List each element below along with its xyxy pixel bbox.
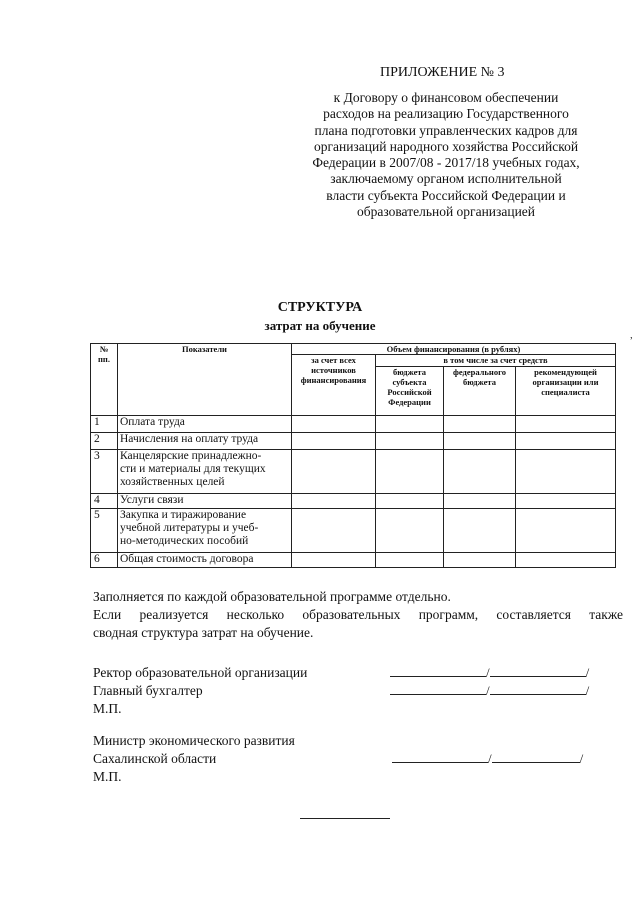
rector-label: Ректор образовательной организации <box>93 665 308 680</box>
cell-regional[interactable] <box>376 433 444 450</box>
appendix-text <box>290 90 602 220</box>
cell-recommending[interactable] <box>516 553 616 568</box>
row-indicator: Начисления на оплату труда <box>118 433 292 450</box>
row-indicator: Общая стоимость договора <box>118 553 292 568</box>
notes-block <box>93 588 623 642</box>
row-number: 5 <box>91 509 118 553</box>
row-number: 3 <box>91 450 118 494</box>
cell-all-sources[interactable] <box>292 416 376 433</box>
cell-regional[interactable] <box>376 509 444 553</box>
note-line: Заполняется по каждой образовательной программе отдельно. <box>93 589 451 604</box>
cell-all-sources[interactable] <box>292 450 376 494</box>
note-line: Если реализуется несколько образовательных программ, составляется также <box>93 607 623 622</box>
seal-placeholder: М.П. <box>93 701 122 716</box>
row-indicator: Закупка и тиражирование учебной литературы и учеб- но-методических пособий <box>118 509 292 553</box>
appendix-line: к Договору о финансовом обеспечении <box>333 90 559 105</box>
row-number: 1 <box>91 416 118 433</box>
table-row <box>91 416 616 433</box>
cell-all-sources[interactable] <box>292 433 376 450</box>
header-num: № пп. <box>91 344 118 416</box>
appendix-line: Федерации в 2007/08 - 2017/18 учебных годах, <box>312 155 580 171</box>
header-all-sources: за счет всех источников финансирования <box>292 355 376 416</box>
minister-signature-field[interactable]: / / <box>392 750 583 767</box>
cell-recommending[interactable] <box>516 494 616 509</box>
footer-divider <box>300 818 390 819</box>
cell-recommending[interactable] <box>516 450 616 494</box>
cell-federal[interactable] <box>444 553 516 568</box>
document-title: СТРУКТУРА <box>277 300 363 315</box>
cell-federal[interactable] <box>444 416 516 433</box>
header-including: в том числе за счет средств <box>376 355 616 367</box>
appendix-title: ПРИЛОЖЕНИЕ № 3 <box>380 65 505 80</box>
appendix-line: организаций народного хозяйства Российской <box>313 138 579 154</box>
cell-regional[interactable] <box>376 416 444 433</box>
cell-recommending[interactable] <box>516 416 616 433</box>
accountant-signature-field[interactable]: / / <box>390 682 589 699</box>
cell-recommending[interactable] <box>516 509 616 553</box>
appendix-line: власти субъекта Российской Федерации и <box>326 187 566 203</box>
minister-label: Министр экономического развития <box>93 733 295 748</box>
cell-regional[interactable] <box>376 553 444 568</box>
table-row <box>91 553 616 568</box>
cell-all-sources[interactable] <box>292 509 376 553</box>
header-volume: Объем финансирования (в рублях) <box>292 344 616 355</box>
header-recommending-org: рекомендующей организации или специалиста <box>516 367 616 416</box>
row-indicator: Услуги связи <box>118 494 292 509</box>
cell-federal[interactable] <box>444 450 516 494</box>
page-edge-mark: , <box>630 329 633 341</box>
appendix-line: плана подготовки управленческих кадров для <box>314 122 578 138</box>
cell-federal[interactable] <box>444 433 516 450</box>
cell-all-sources[interactable] <box>292 553 376 568</box>
cell-federal[interactable] <box>444 509 516 553</box>
rector-signature-field[interactable]: / / <box>390 664 589 681</box>
document-subtitle: затрат на обучение <box>264 318 376 333</box>
table-header-row <box>91 344 616 355</box>
row-indicator: Канцелярские принадлежно- сти и материалы для текущих хозяйственных целей <box>118 450 292 494</box>
cell-recommending[interactable] <box>516 433 616 450</box>
table-row <box>91 450 616 494</box>
cost-structure-table <box>90 343 616 568</box>
seal-placeholder: М.П. <box>93 769 122 784</box>
row-number: 6 <box>91 553 118 568</box>
row-number: 2 <box>91 433 118 450</box>
table-row <box>91 509 616 553</box>
appendix-line: образовательной организацией <box>356 204 536 220</box>
row-number: 4 <box>91 494 118 509</box>
header-federal-budget: федерального бюджета <box>444 367 516 416</box>
cell-regional[interactable] <box>376 494 444 509</box>
cell-federal[interactable] <box>444 494 516 509</box>
cell-regional[interactable] <box>376 450 444 494</box>
table-row <box>91 433 616 450</box>
minister-region-label: Сахалинской области <box>93 751 217 766</box>
accountant-label: Главный бухгалтер <box>93 683 203 698</box>
header-regional-budget: бюджета субъекта Российской Федерации <box>376 367 444 416</box>
table-row <box>91 494 616 509</box>
note-line: сводная структура затрат на обучение. <box>93 625 314 640</box>
header-indicators: Показатели <box>118 344 292 416</box>
row-indicator: Оплата труда <box>118 416 292 433</box>
appendix-line: заключаемому органом исполнительной <box>330 171 562 187</box>
appendix-line: расходов на реализацию Государственного <box>323 106 569 122</box>
cell-all-sources[interactable] <box>292 494 376 509</box>
